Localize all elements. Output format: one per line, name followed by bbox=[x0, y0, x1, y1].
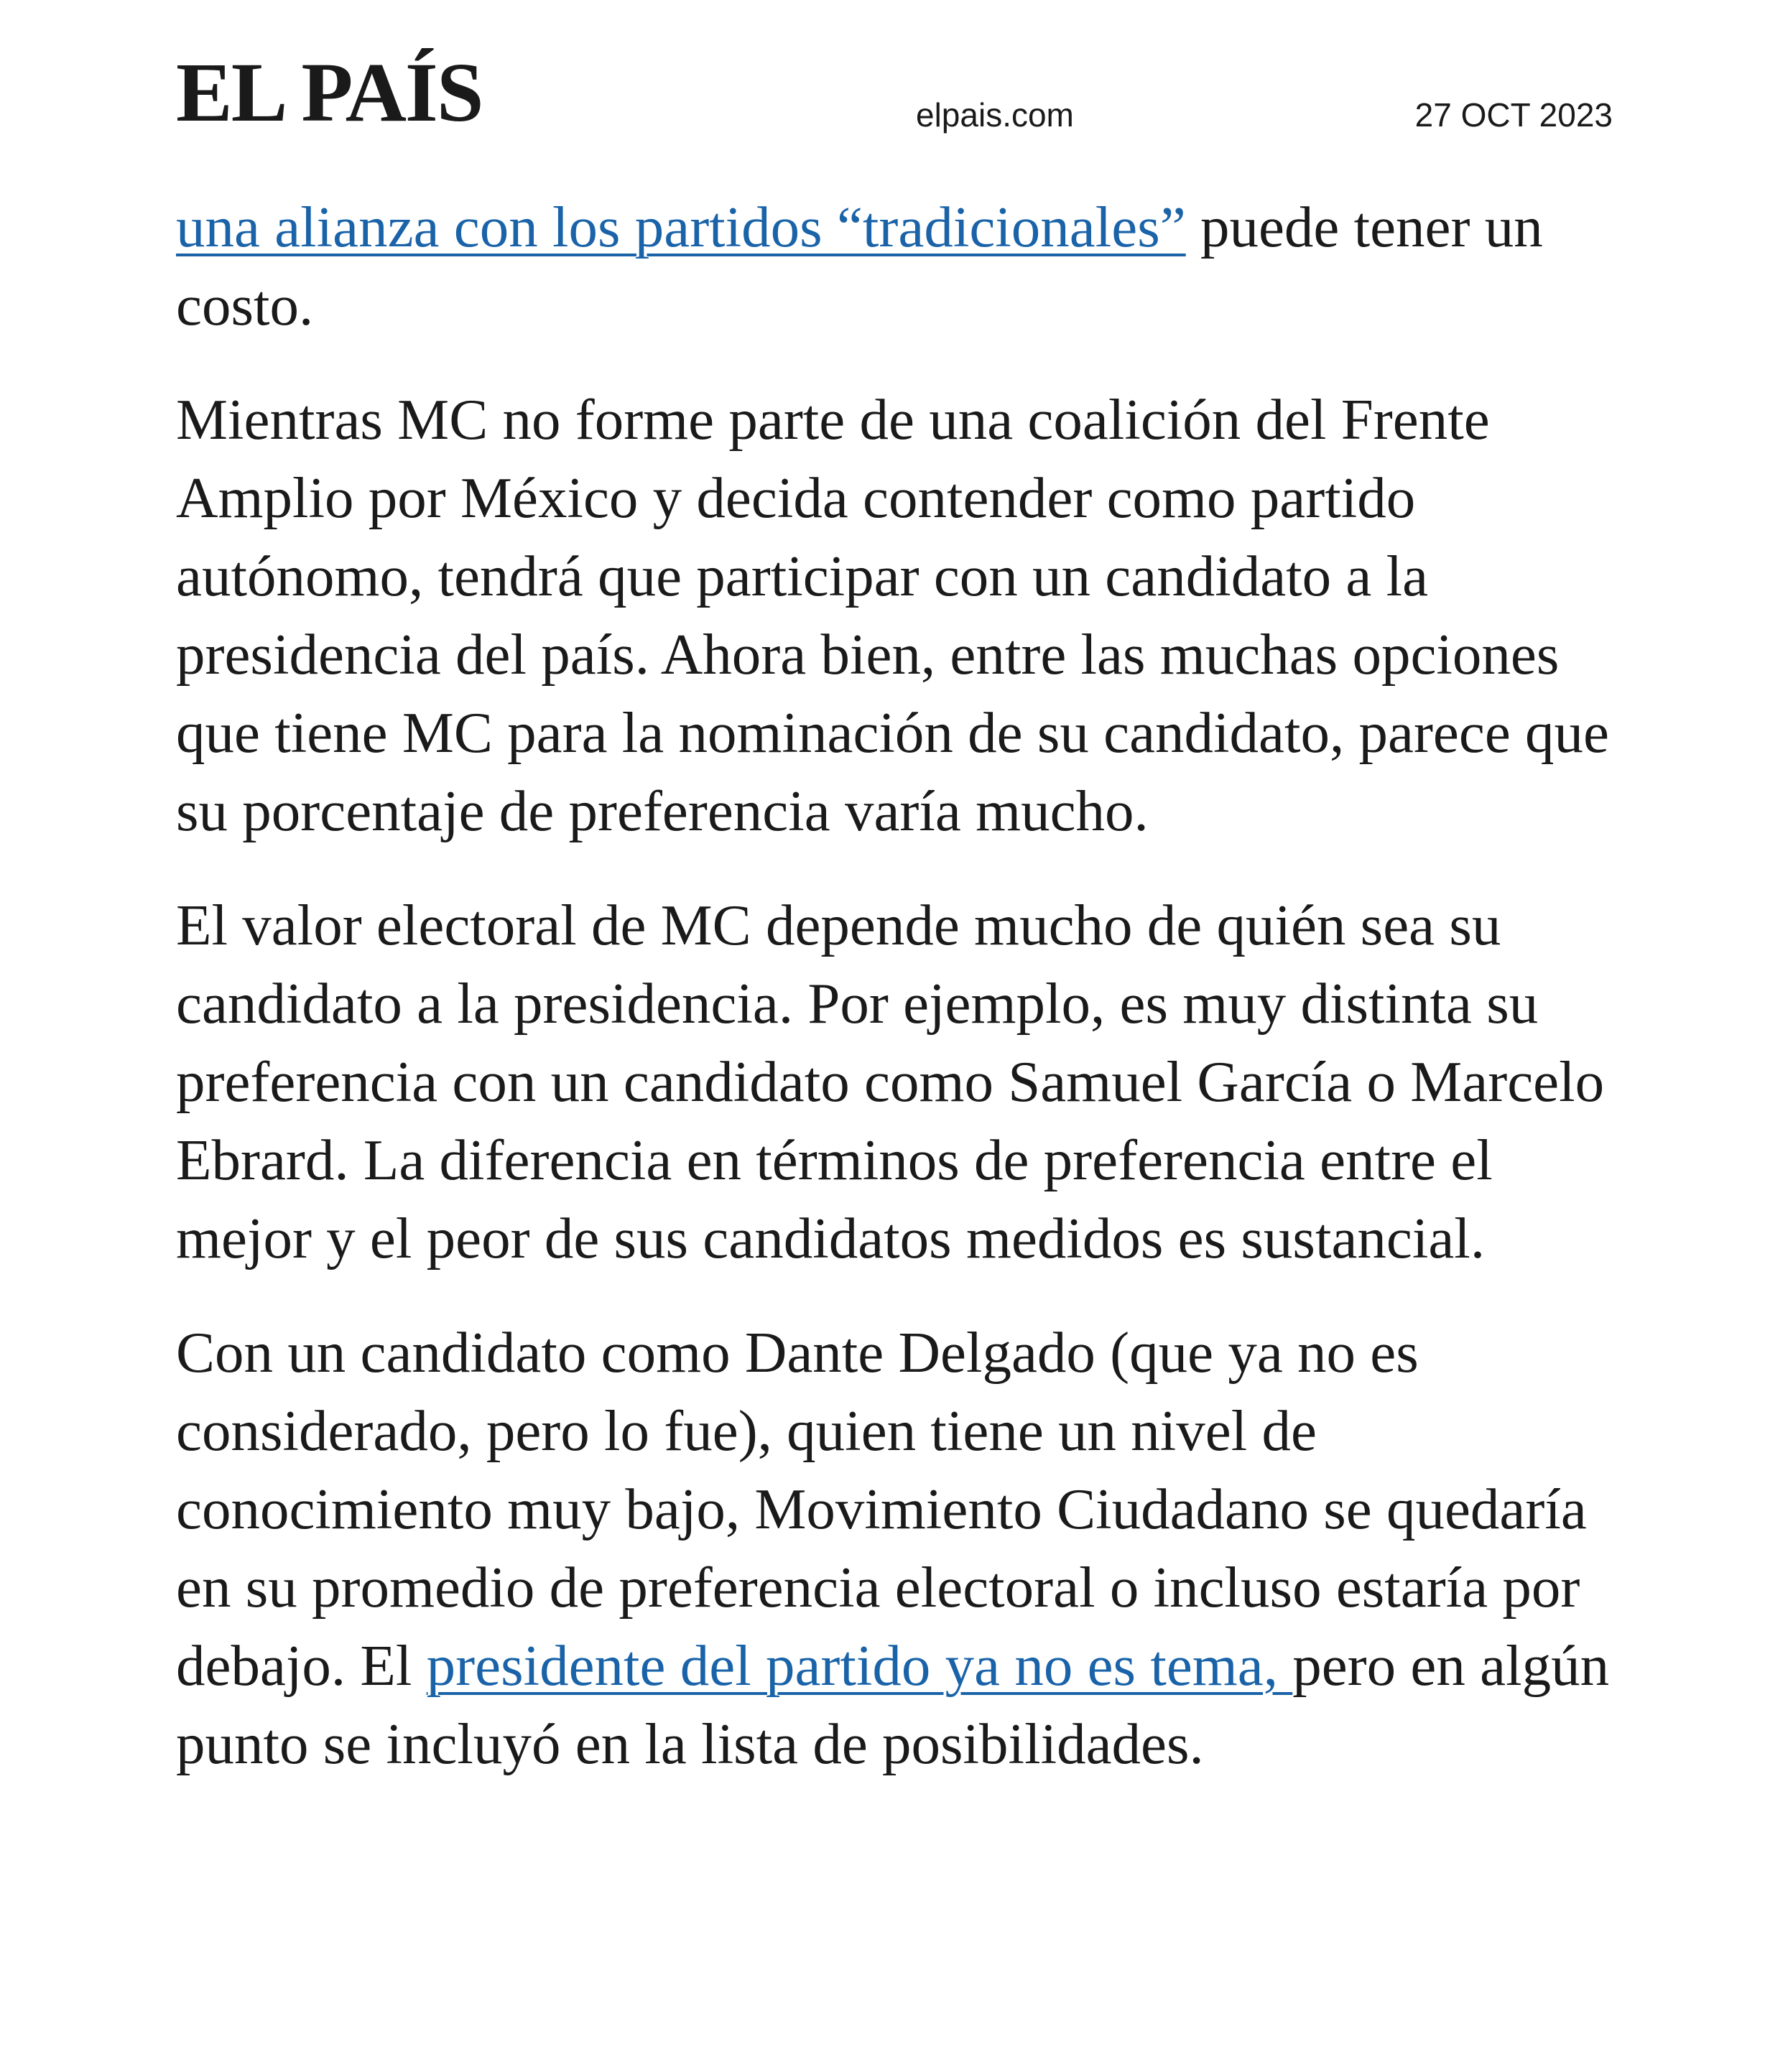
article-body bbox=[176, 188, 1620, 1819]
paragraph-1 bbox=[176, 188, 1620, 345]
paragraph-2: Mientras MC no forme parte de una coalición del Frente Amplio por México y decida contender como partido autónomo, tendrá que participar con un candidato a la presidencia del país. Ahora bien, entre las muchas opciones que tiene MC para la nominación de su candidato, parece que su porcentaje de preferencia varía mucho. bbox=[176, 387, 1609, 843]
publication-date: 27 OCT 2023 bbox=[1414, 96, 1613, 134]
paragraph-3: El valor electoral de MC depende mucho de quién sea su candidato a la presidencia. Por ejemplo, es muy distinta su preferencia con un candidato como Samuel García o Marcelo Ebrard. La diferencia en términos de preferencia entre el mejor y el peor de sus candidatos medidos es sustancial. bbox=[176, 893, 1605, 1270]
link-presidente-del-partido[interactable]: presidente del partido ya no es tema, bbox=[426, 1633, 1293, 1698]
el-pais-logo[interactable]: EL PAÍS bbox=[176, 45, 483, 139]
page-header bbox=[176, 45, 1613, 144]
paragraph-4-text-before: Con un candidato como Dante Delgado (que ya no es considerado, pero lo fue), quien tiene un nivel de conocimiento muy bajo, Movimiento Ciudadano se quedaría en su promedio de preferencia electoral o incluso estaría por debajo. El bbox=[176, 1320, 1587, 1698]
paragraph-4 bbox=[176, 1314, 1620, 1783]
paragraph-4-text-after: pero en algún punto se incluyó en la lista de posibilidades. bbox=[176, 1633, 1610, 1776]
paragraph-1-text: puede tener un costo. bbox=[176, 195, 1543, 338]
link-alianza-partidos-tradicionales[interactable]: una alianza con los partidos “tradicionales” bbox=[176, 195, 1186, 259]
source-domain: elpais.com bbox=[916, 96, 1074, 134]
